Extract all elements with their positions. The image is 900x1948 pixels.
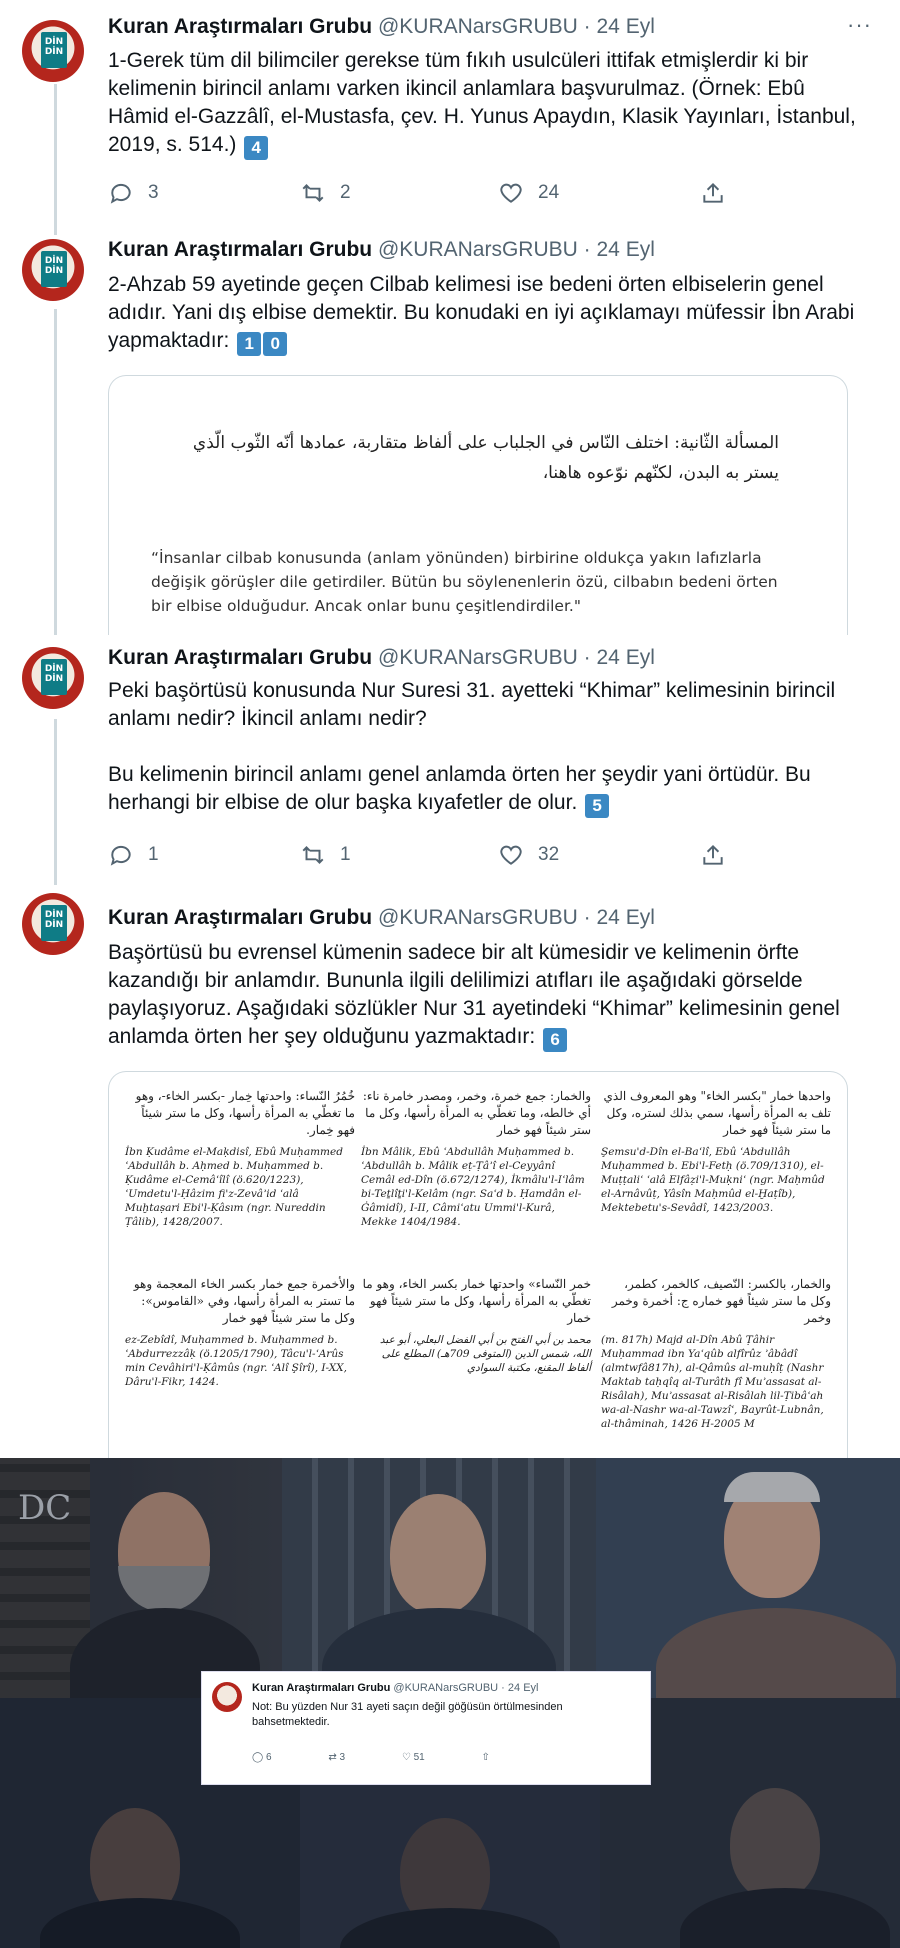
tweet-text: 2-Ahzab 59 ayetinde geçen Cilbab kelimesi ise bedeni örten elbiselerin genel adıdır. Yani dış elbise demektir. Bu konudaki en iyi açıklamayı müfessir İbn Arabi yapmaktadır: 1 0 [108, 271, 868, 356]
tweet-header [108, 905, 655, 931]
keycap-0-emoji: 0 [263, 332, 287, 356]
dictionary-entry: والأخمرة جمع خمار بكسر الخاء المعجمة وهو ما تستر به المرأة رأسها، وفي «القاموس»: وكل ما ستر شيئاً فهو خمار ez-Zebîdî, Muḥammed b. Muḥammed b. ʿAbdurrezzâḳ (ö.1205/1790), Tâcu'l-ʿArûs min Cevâhiri'l-Ḳâmûs (ngr. ʿAlî Şîrî), I-XX, Dâru'l-Fikr, 1424. [125, 1277, 355, 1388]
separator: · [583, 238, 591, 261]
heart-icon [498, 842, 524, 868]
tweet-4[interactable] [0, 875, 900, 1458]
video-thumbnail[interactable] [0, 1458, 900, 1948]
avatar[interactable]: DİN DİN [22, 647, 84, 709]
keycap-1-emoji: 1 [237, 332, 261, 356]
dictionary-entry: والخمار، بالكسر: النّصيف، كالخمر، كطمر، وكل ما ستر شيئاً فهو خماره ج: أخمرة وخمر وخمر (m. 817h) Majd al-Dîn Abû Ṭâhir Muḥammad ibn Yaʿqûb alfîrûz ʾâbâdî (almtwfâ817h), al-Qâmûs al-muḥîṭ (Nashr Maktab taḥqîq al-Turâth fî Muʾassasat al-Risâlah), Muʾassasat al-Risâlah lil-Ṭibâʿah wa-al-Nashr wa-al-Tawzîʿ, Bayrût-Lubnân, al-thâminah, 1426 H-2005 M [601, 1277, 831, 1430]
tweet-actions [108, 842, 728, 872]
author-name[interactable]: Kuran Araştırmaları Grubu [108, 238, 373, 261]
tweet-text: Başörtüsü bu evrensel kümenin sadece bir alt kümesidir ve kelimenin örfte kazandığı bir anlamdır. Bununla ilgili delilimizi atıfları ile aşağıdaki görselde paylaşıyoruz. Aşağıdaki sözlükler Nur 31 ayetindeki “Khimar” kelimesinin genel anlamda örten her şey olduğunu yazmaktadır: 6 [108, 939, 868, 1052]
arabic-excerpt: المسألة الثّانية: اختلف النّاس في الجلباب على ألفاظ متقاربة، عمادها أنّه الثّوب الّذي يستر به البدن، لكنّهم نوّعوه هاهنا، [192, 433, 779, 483]
retweet-icon [300, 842, 326, 868]
avatar[interactable]: DİN DİN [22, 893, 84, 955]
share-button[interactable] [700, 842, 740, 868]
tweet-date[interactable]: 24 Eyl [596, 238, 655, 261]
dictionary-entry: واحدها خمار "بكسر الخاء" وهو المعروف الذي تلف به المرأة رأسها، سمي بذلك لستره، وكل ما ستر شيئاً فهو خمار Şemsu'd-Dîn el-Baʿlî, Ebû ʿAbdullâh Muḥammed b. Ebi'l-Fetḥ (ö.709/1310), el-Muṭṭaliʿ ʿalâ Elfâẓi'l-Muḳniʿ (ngr. Maḥmûd el-Arnâvûṭ, Yâsîn Maḥmûd el-Ḫaṭîb), Mektebetu's-Sevâdî, 1423/2003. [601, 1089, 831, 1214]
tweet-3[interactable] [0, 635, 900, 875]
author-handle[interactable]: @KURANarsGRUBU [377, 906, 578, 929]
tweet-text: 1-Gerek tüm dil bilimciler gerekse tüm fıkıh usulcüleri ittifak etmişlerdir ki bir kelimenin birincil anlamı varken ikincil anlamlara başvurulmaz. (Örnek: Ebû Hâmid el-Gazzâlî, el-Mustasfa, çev. H. Yunus Apaydın, Klasik Yayınları, İstanbul, 2019, s. 514.) 4 [108, 47, 868, 160]
author-name[interactable]: Kuran Araştırmaları Grubu [108, 15, 373, 38]
tweet-header [108, 14, 655, 40]
tweet-date[interactable]: 24 Eyl [596, 15, 655, 38]
share-icon [700, 842, 726, 868]
reply-button[interactable]: 1 [108, 842, 159, 868]
retweet-icon [300, 180, 326, 206]
author-handle[interactable]: @KURANarsGRUBU [377, 646, 578, 669]
thread-line [54, 225, 57, 235]
keycap-6-emoji: 6 [543, 1028, 567, 1052]
heart-icon: ♡ 51 [401, 1752, 425, 1763]
embedded-tweet-header: Kuran Araştırmaları Grubu @KURANarsGRUBU · 24 Eyl [252, 1682, 539, 1694]
separator: · [583, 15, 591, 38]
keycap-4-emoji: 4 [244, 136, 268, 160]
dictionary-entry: خمر النّساء» واحدتها خمار بكسر الخاء، وهو ما تغطّي به المرأة رأسها، وكل ما ستر شيئاً فهو خمار محمد بن أبي الفتح بن أبي الفضل البعلي، أبو عبد الله، شمس الدين (المتوفى 709هـ) المطلع على ألفاظ المقنع، مكتبة السوادي [362, 1277, 591, 1374]
like-button[interactable]: 32 [498, 842, 559, 868]
tweet-header [108, 237, 655, 263]
retweet-button[interactable]: 2 [300, 180, 351, 206]
tweet-header [108, 645, 655, 671]
like-button[interactable]: 24 [498, 180, 559, 206]
reply-icon: ◯ 6 [252, 1752, 272, 1763]
reply-icon [108, 842, 134, 868]
avatar[interactable]: DİN DİN [22, 239, 84, 301]
heart-icon [498, 180, 524, 206]
channel-logo: DC [18, 1488, 72, 1528]
tweet-date[interactable]: 24 Eyl [596, 906, 655, 929]
reply-button[interactable]: 3 [108, 180, 159, 206]
author-name[interactable]: Kuran Araştırmaları Grubu [108, 646, 373, 669]
tweet-actions [108, 180, 728, 210]
share-button[interactable] [700, 180, 740, 206]
embedded-tweet-actions [252, 1752, 544, 1763]
retweet-icon: ⇄ 3 [328, 1752, 346, 1763]
reply-icon [108, 180, 134, 206]
thread-line [54, 875, 57, 885]
thread-line [54, 309, 57, 635]
share-icon [700, 180, 726, 206]
tweet-date[interactable]: 24 Eyl [596, 646, 655, 669]
share-icon: ⇧ [481, 1752, 490, 1763]
author-name[interactable]: Kuran Araştırmaları Grubu [108, 906, 373, 929]
dictionary-entry: والخمار: جمع خمرة، وخمر، ومصدر خامرة ناء: أي خالطه، وما تغطّي به المرأة رأسها، وكل ما ستر شيئاً فهو خمار İbn Mâlik, Ebû ʿAbdullâh Muḥammed b. ʿAbdullâh b. Mâlik eṭ-Ṭâʾî el-Ceyyânî Cemâl ed-Dîn (ö.672/1274), İkmâlu'l-Iʿlâm bi-Teṯlîṯi'l-Kelâm (ngr. Saʿd b. Ḥamdân el-Ġâmidî), I-II, Câmiʿatu Ummi'l-Kurâ, Mekke 1404/1984. [361, 1089, 591, 1228]
thread-line [54, 719, 57, 875]
avatar [212, 1682, 242, 1712]
separator: · [583, 906, 591, 929]
keycap-5-emoji: 5 [585, 794, 609, 818]
author-handle[interactable]: @KURANarsGRUBU [377, 238, 578, 261]
thread-line [54, 84, 57, 225]
dictionary-entry: خُمُرُ النّساء: واحدتها خِمار -بكسر الخاء-، وهو ما تغطّي به المرأة رأسها، وكل ما ستر شيئاً فهو خِمار. İbn Ḳudâme el-Maḳdisî, Ebû Muḥammed ʿAbdullâh b. Aḥmed b. Muḥammed b. Ḳudâme el-Cemâʿîlî (ö.620/1223), ʿUmdetu'l-Ḥâzim fi'z-Zevâʾid ʿalâ Muḫtaṣari Ebi'l-Ḳâsım (ngr. Nureddin Ṭâlib), 1428/2007. [125, 1089, 355, 1228]
retweet-button[interactable]: 1 [300, 842, 351, 868]
more-options-icon[interactable]: ··· [847, 12, 872, 37]
tweet-text: Peki başörtüsü konusunda Nur Suresi 31. ayetteki “Khimar” kelimesinin birincil anlamı nedir? İkincil anlamı nedir? Bu kelimenin birincil anlamı genel anlamda örten her şeydir yani örtüdür. Bu herhangi bir elbise de olur başka kıyafetler de olur. 5 [108, 677, 868, 818]
embedded-tweet[interactable] [202, 1672, 650, 1784]
translation-excerpt: “İnsanlar cilbab konusunda (anlam yönünden) birbirine oldukça yakın lafızlarla değişik görüşler dile getirdiler. Bütün bu söylenenlerin özü, cilbabın bedeni örten bir elbise olduğudur. Ancak onlar bunu çeşitlendirdiler." [151, 549, 778, 615]
avatar[interactable]: DİN DİN [22, 20, 84, 82]
dictionary-image[interactable] [108, 1071, 848, 1458]
tweet-image[interactable] [108, 375, 848, 635]
author-handle[interactable]: @KURANarsGRUBU [377, 15, 578, 38]
tweet-1[interactable] [0, 0, 900, 225]
tweet-2[interactable] [0, 225, 900, 635]
embedded-tweet-text: Not: Bu yüzden Nur 31 ayeti saçın değil göğüsün örtülmesinden bahsetmektedir. [252, 1701, 563, 1728]
separator: · [583, 646, 591, 669]
